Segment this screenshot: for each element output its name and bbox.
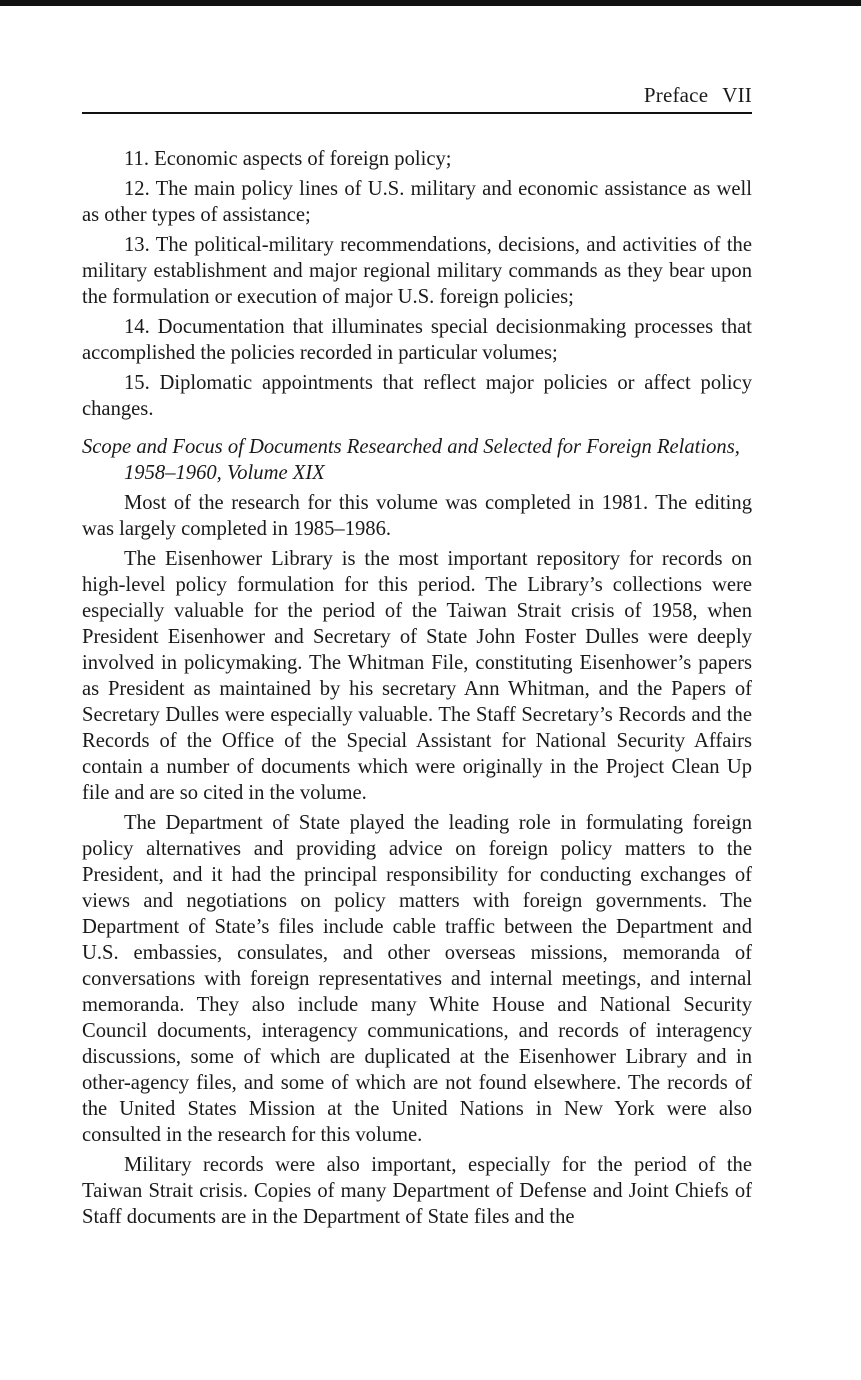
section-title: Preface — [643, 83, 709, 107]
page-body — [82, 146, 752, 1234]
paragraph-military-records: Military records were also important, especially for the period of the Taiwan Strait crisis. Copies of many Department of Defense and Joint Chiefs of Staff documents are in the Department of State files and the — [82, 1154, 752, 1228]
running-head — [644, 83, 752, 108]
page-number: VII — [722, 83, 752, 107]
paragraph-research: Most of the research for this volume was completed in 1981. The editing was largely completed in 1985–1986. — [82, 492, 752, 540]
list-item-15: 15. Diplomatic appointments that reflect major policies or affect policy changes. — [82, 372, 752, 420]
list-item-14: 14. Documentation that illuminates special decisionmaking processes that accomplished the policies recorded in particular volumes; — [82, 316, 752, 364]
paragraph-department-of-state: The Department of State played the leading role in formulating foreign policy alternatives and providing advice on foreign policy matters to the President, and it had the principal responsibility for conducting exchanges of views and negotiations on policy matters with foreign governments. The Department of State’s files include cable traffic between the Department and U.S. embassies, consulates, and other overseas missions, memoranda of conversations with foreign representatives and internal meetings, and internal memoranda. They also include many White House and National Security Council documents, interagency communications, and records of interagency discussions, some of which are duplicated at the Eisenhower Library and in other-agency files, and some of which are not found elsewhere. The records of the United States Mission at the United Nations in New York were also consulted in the research for this volume. — [82, 812, 752, 1146]
page-top-edge — [0, 0, 861, 6]
running-header — [82, 80, 752, 114]
list-item-12: 12. The main policy lines of U.S. military and economic assistance as well as other types of assistance; — [82, 178, 752, 226]
list-item-13: 13. The political-military recommendations, decisions, and activities of the military establishment and major regional military commands as they bear upon the formulation or execution of major U.S. foreign policies; — [82, 234, 752, 308]
section-heading: Scope and Focus of Documents Researched and Selected for Foreign Relations, 1958–1960, Volume XIX — [82, 436, 740, 484]
paragraph-eisenhower-library: The Eisenhower Library is the most important repository for records on high-level policy formulation for this period. The Library’s collections were especially valuable for the period of the Taiwan Strait crisis of 1958, when President Eisenhower and Secretary of State John Foster Dulles were deeply involved in policymaking. The Whitman File, constituting Eisenhower’s papers as President as maintained by his secretary Ann Whitman, and the Papers of Secretary Dulles were especially valuable. The Staff Secretary’s Records and the Records of the Office of the Special Assistant for National Security Affairs contain a number of documents which were originally in the Project Clean Up file and are so cited in the volume. — [82, 548, 752, 804]
list-item-11: 11. Economic aspects of foreign policy; — [124, 148, 452, 170]
